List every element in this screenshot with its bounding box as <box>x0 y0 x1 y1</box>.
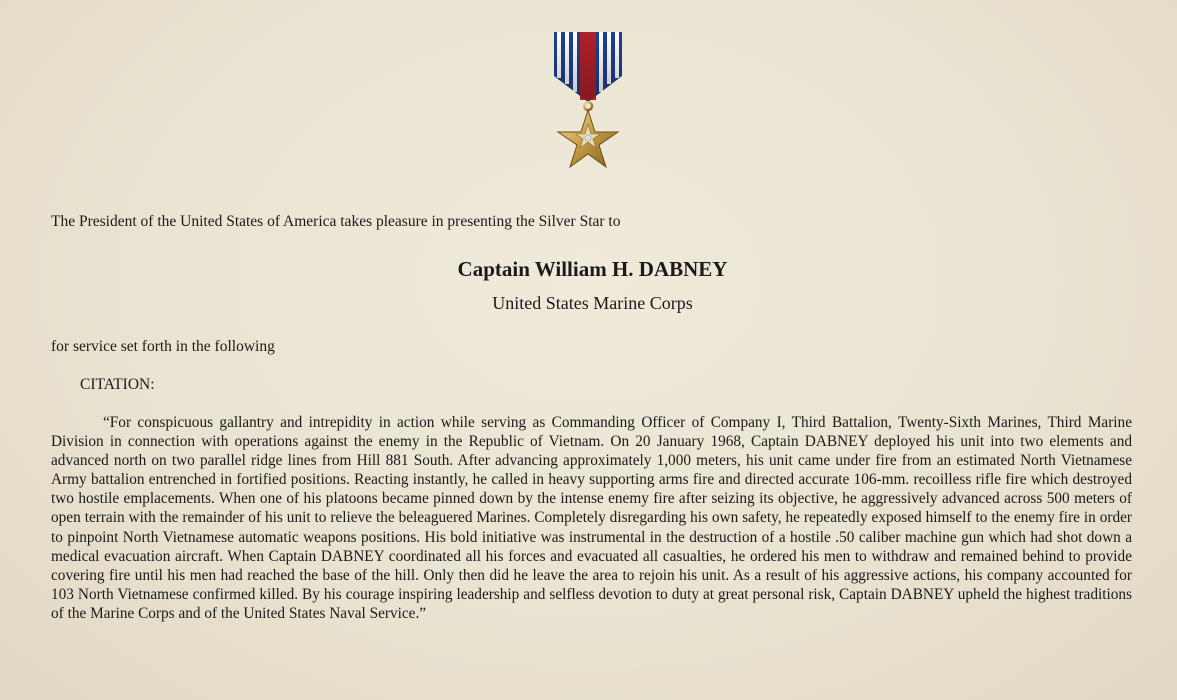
citation-heading: CITATION: <box>80 376 155 393</box>
citation-text: “For conspicuous gallantry and intrepidity in action while serving as Commanding Officer of Company I, Third Battalion, Twenty-Sixth Marines, Third Marine Division in connection with operations against the enemy in the Republic of Vietnam. On 20 January 1968, Captain DABNEY deployed his unit into two elements and advanced north on two parallel ridge lines from Hill 881 South. After advancing approximately 1,000 meters, his unit came under fire from an estimated North Vietnamese Army battalion entrenched in fortified positions. Reacting instantly, he called in heavy supporting arms fire and directed accurate 106-mm. recoilless rifle fire which destroyed two hostile emplacements. When one of his platoons became pinned down by the intense enemy fire after seizing its objective, he aggressively advanced across 500 meters of open terrain with the remainder of his unit to relieve the beleaguered Marines. Completely disregarding his own safety, he repeatedly exposed himself to the enemy fire in order to pinpoint North Vietnamese automatic weapons positions. His bold initiative was instrumental in the destruction of a hostile .50 caliber machine gun which had shot down a medical evacuation aircraft. When Captain DABNEY coordinated all his forces and evacuated all casualties, he ordered his men to withdraw and remained behind to provide covering fire until his men had reached the base of the hill. Only then did he leave the area to rejoin his unit. As a result of his aggressive actions, his company accounted for 103 North Vietnamese confirmed killed. By his courage inspiring leadership and selfless devotion to duty at great personal risk, Captain DABNEY upheld the highest traditions of the Marine Corps and of the United States Naval Service.” <box>51 414 1132 622</box>
recipient-name: Captain William H. DABNEY <box>457 257 728 281</box>
recipient-branch: United States Marine Corps <box>492 293 693 313</box>
silver-star-medal-icon <box>548 28 628 178</box>
service-line: for service set forth in the following <box>51 338 275 355</box>
presentation-intro: The President of the United States of America takes pleasure in presenting the Silver Star to <box>51 213 621 230</box>
